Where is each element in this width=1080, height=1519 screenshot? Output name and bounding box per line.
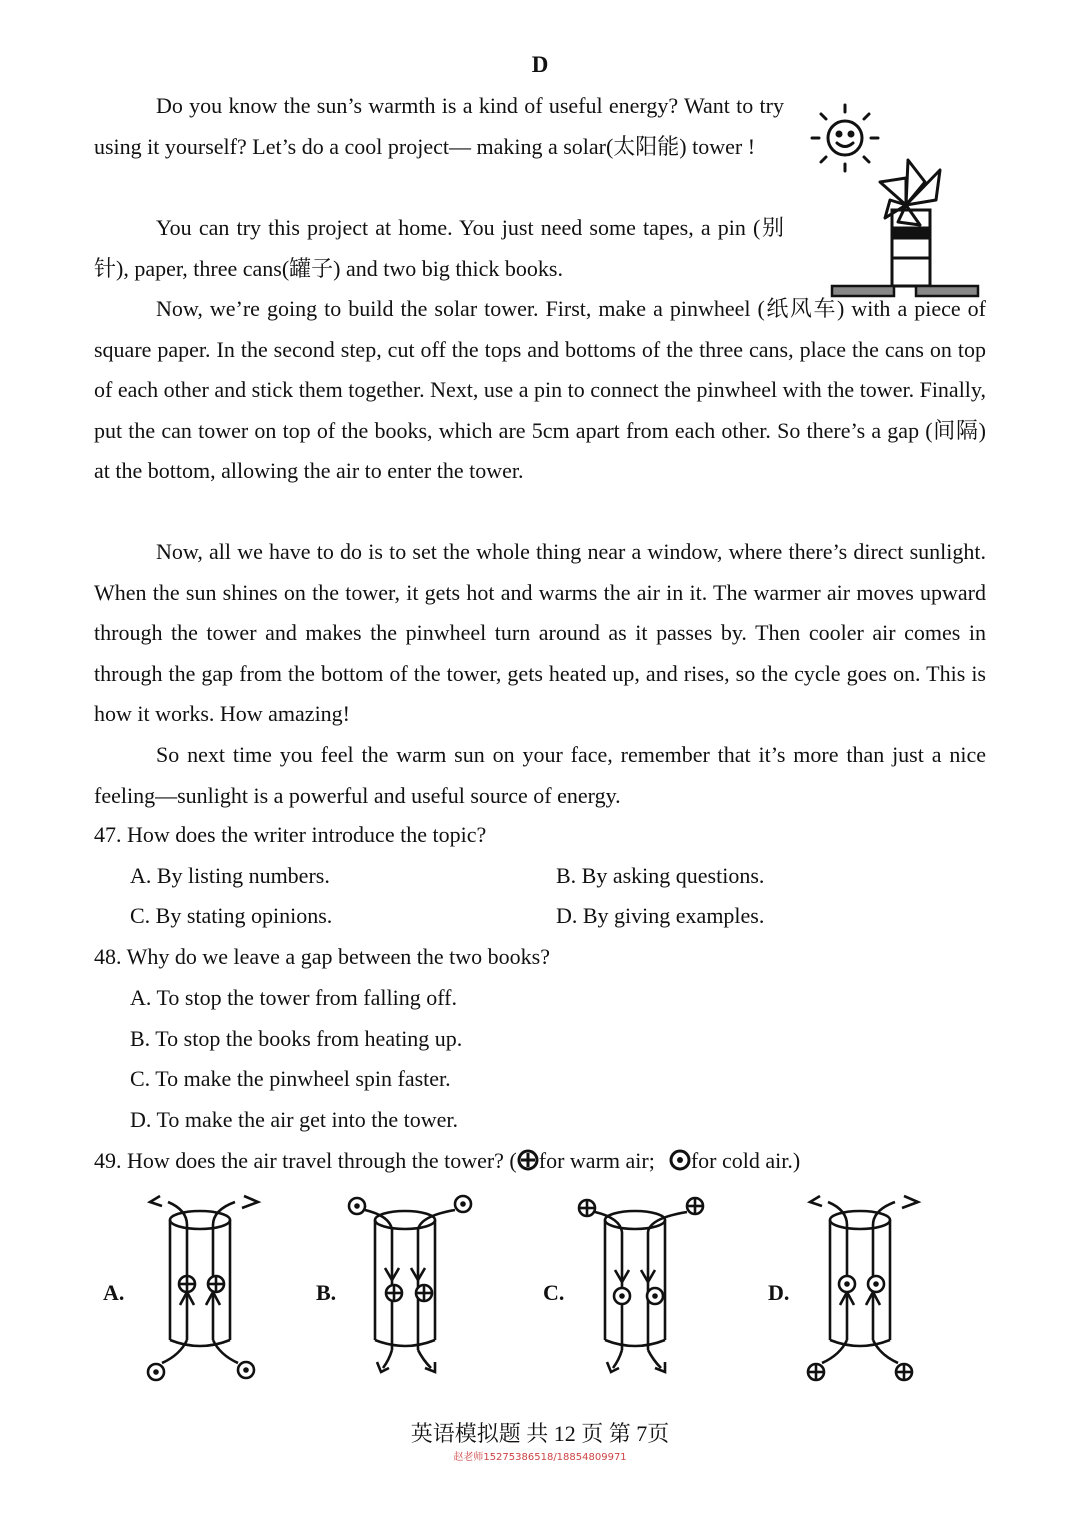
diagram-b[interactable]: [345, 1190, 475, 1390]
paragraph-1: Do you know the sun’s warmth is a kind of useful energy? Want to try using it yourself? Let’s do a cool project— making a solar(太阳能) tower !: [94, 93, 784, 159]
diagram-d-label[interactable]: D.: [768, 1280, 790, 1305]
warm-air-label: for warm air;: [538, 1148, 655, 1173]
diagram-a[interactable]: [140, 1190, 270, 1390]
sun-icon: [812, 105, 878, 171]
warm-air-symbol-icon: [517, 1149, 539, 1171]
cold-air-symbol-icon: [669, 1149, 691, 1171]
paragraph-4: Now, all we have to do is to set the whole thing near a window, where there’s direct sunlight. When the sun shines on the tower, it gets hot and warms the air in it. The warmer air moves upward through the tower and makes the pinwheel turn around as it passes by. Then cooler air comes in through the gap from the bottom of the tower, gets heated up, and rises, so the cycle goes on. This is how it works. How amazing!: [94, 539, 986, 727]
paragraph-5: So next time you feel the warm sun on your face, remember that it’s more than just a nice feeling—sunlight is a powerful and useful source of energy.: [94, 742, 986, 808]
question-47-option-b[interactable]: B. By asking questions.: [556, 863, 765, 888]
cold-air-label: for cold air.): [690, 1148, 801, 1173]
question-47-option-c[interactable]: C. By stating opinions.: [130, 903, 333, 928]
question-48-option-a[interactable]: A. To stop the tower from falling off.: [130, 985, 457, 1010]
diagram-b-label[interactable]: B.: [316, 1280, 337, 1305]
solar-tower-illustration: [810, 100, 982, 304]
question-48-stem: 48. Why do we leave a gap between the two books?: [94, 944, 550, 969]
paragraph-3-text: Now, we’re going to build the solar tower. First, make a pinwheel (纸风车) with a piece of square paper. In the second step, cut off the tops and bottoms of the three cans, place the cans on top of each other and stick them together. Next, use a pin to connect the pinwheel with the tower. Finally, put the can tower on top of the books, which are 5cm apart from each other. So there’s a gap (间隔) at the bottom, allowing the air to enter the tower.: [94, 296, 986, 484]
question-47-option-d[interactable]: D. By giving examples.: [556, 903, 765, 928]
paragraph-3: [94, 289, 986, 492]
question-49-stem-prefix: 49. How does the air travel through the tower? (: [94, 1148, 517, 1173]
watermark: 赵老师15275386518/18854809971: [453, 1452, 627, 1463]
question-47-stem: 47. How does the writer introduce the topic?: [94, 822, 487, 847]
question-48-option-c[interactable]: C. To make the pinwheel spin faster.: [130, 1066, 451, 1091]
page-footer: 英语模拟题 共 12 页 第 7页: [410, 1421, 670, 1446]
question-48-option-b[interactable]: B. To stop the books from heating up.: [130, 1026, 463, 1051]
diagram-c[interactable]: [575, 1190, 705, 1390]
section-title: D: [531, 52, 549, 77]
question-49-stem: [94, 1141, 800, 1182]
diagram-d[interactable]: [800, 1190, 930, 1390]
diagram-a-label[interactable]: A.: [103, 1280, 125, 1305]
paragraph-2: You can try this project at home. You just need some tapes, a pin (别针), paper, three cans(罐子) and two big thick books.: [94, 215, 784, 281]
question-47-option-a[interactable]: A. By listing numbers.: [130, 863, 330, 888]
diagram-c-label[interactable]: C.: [543, 1280, 565, 1305]
question-48-option-d[interactable]: D. To make the air get into the tower.: [130, 1107, 458, 1132]
